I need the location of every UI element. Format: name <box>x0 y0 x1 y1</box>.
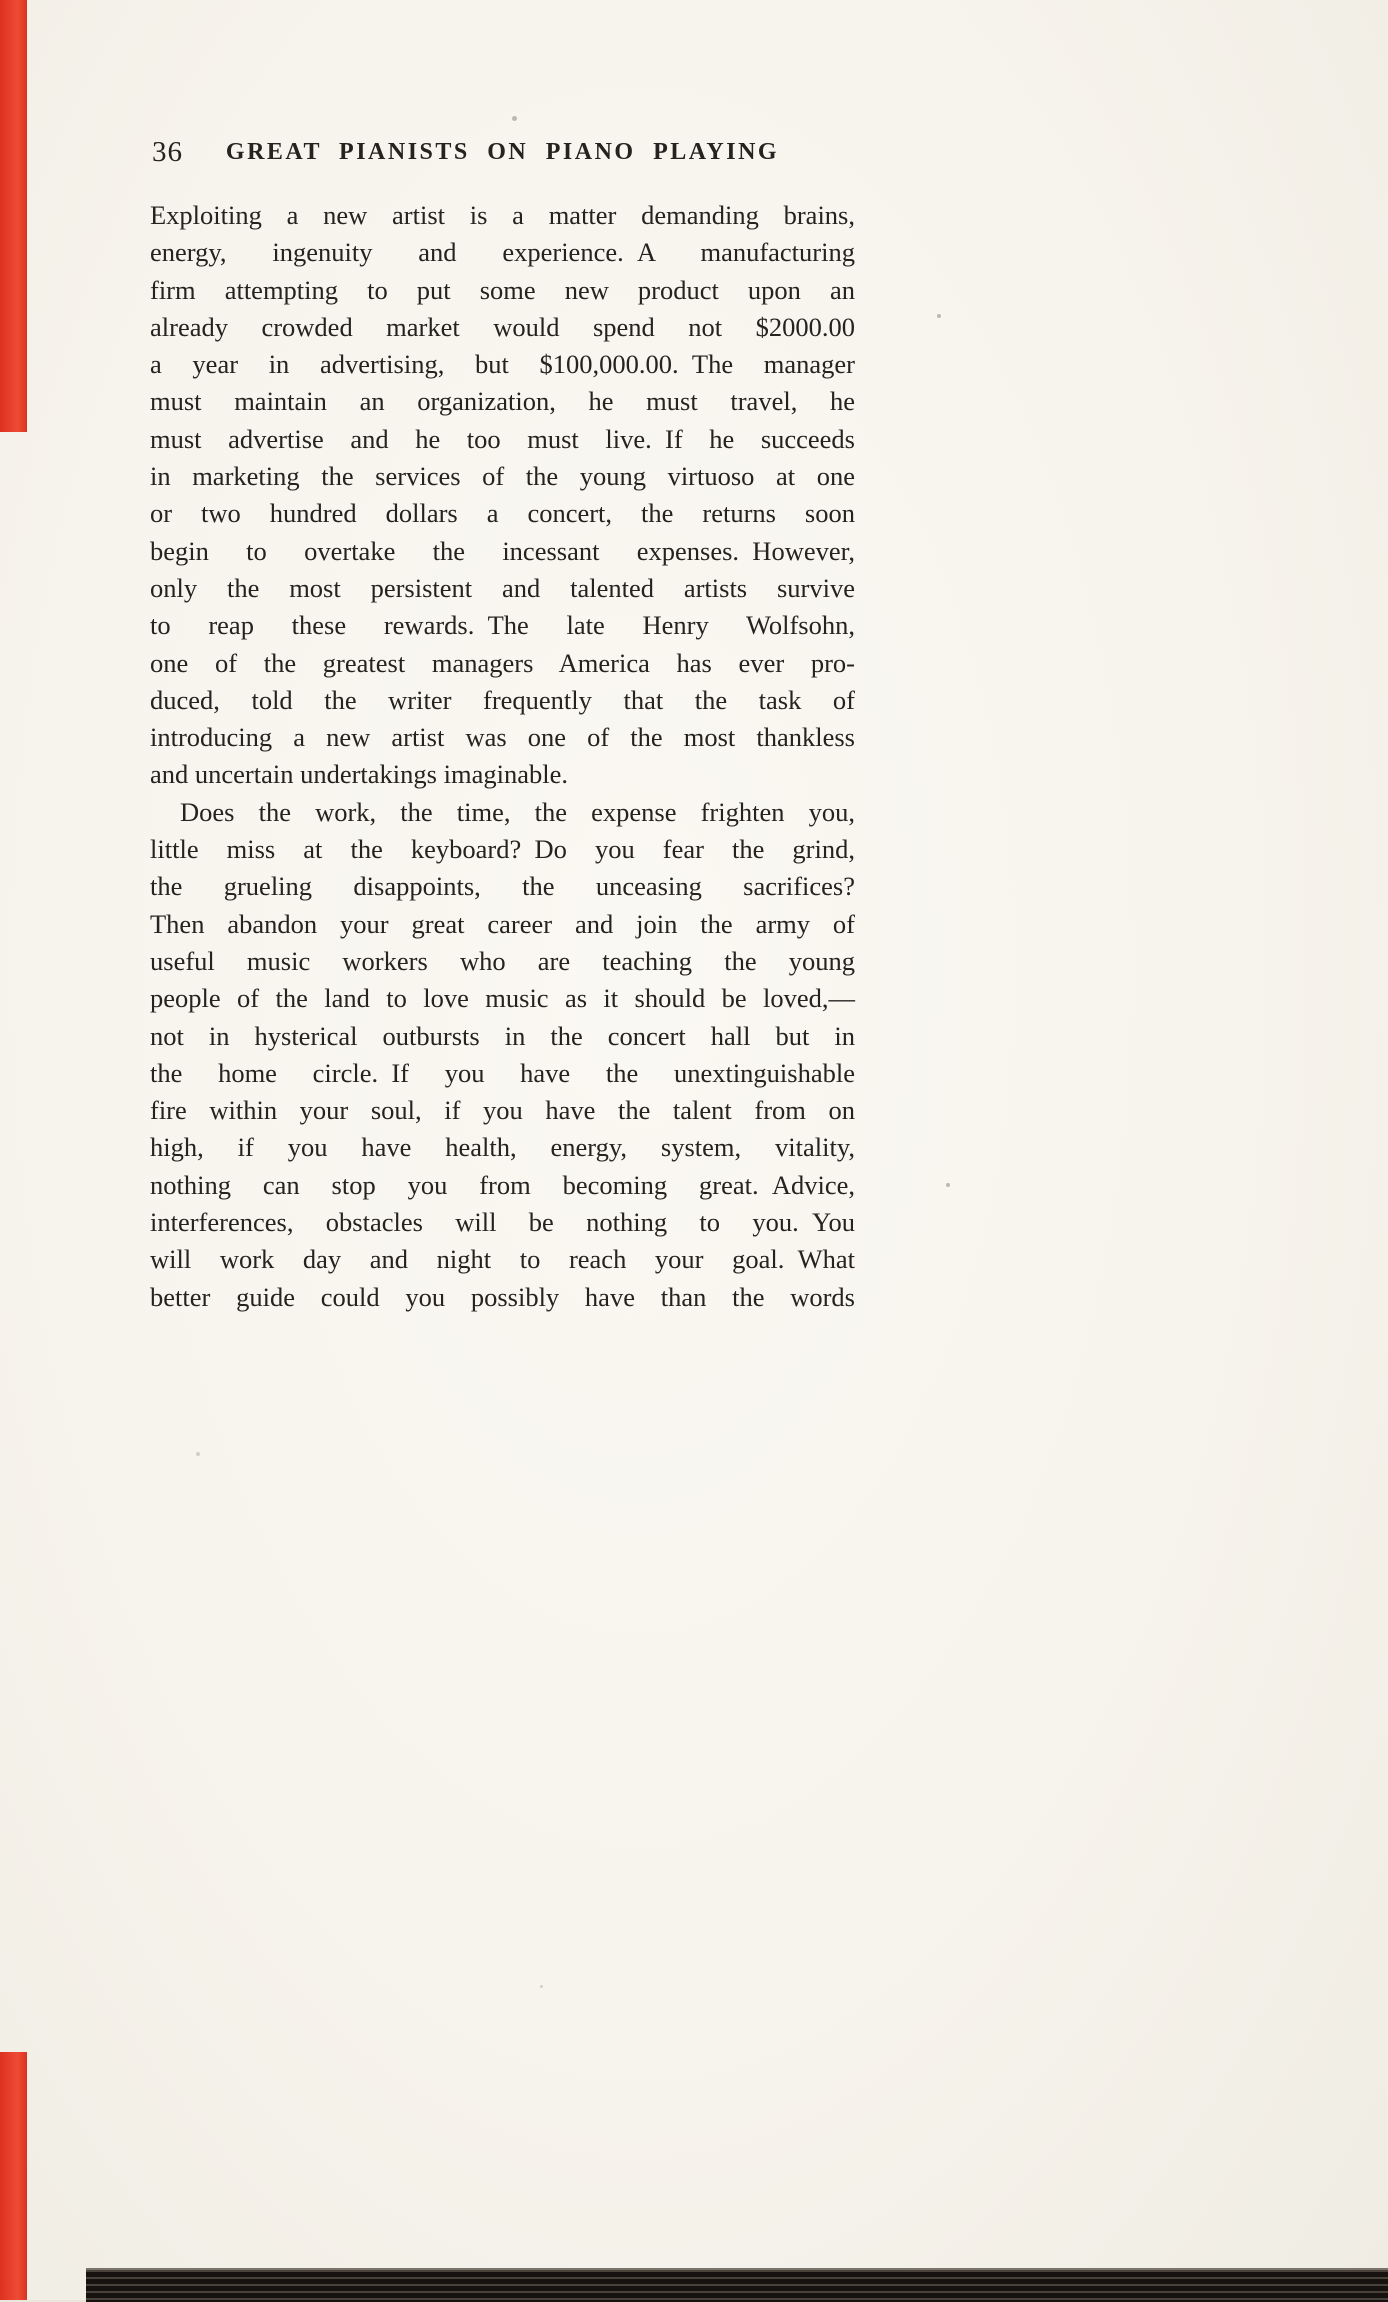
text-line: or two hundred dollars a concert, the returns soon <box>150 498 855 529</box>
text-line: introducing a new artist was one of the most thankless <box>150 722 855 753</box>
text-line: only the most persistent and talented artists survive <box>150 572 855 603</box>
text-line: Then abandon your great career and join the army of <box>150 908 855 939</box>
scan-speck <box>946 1183 950 1187</box>
page-number: 36 <box>152 136 183 168</box>
text-line: must advertise and he too must live. If he succeeds <box>150 423 855 454</box>
text-line: firm attempting to put some new product upon an <box>150 274 855 305</box>
text-line: interferences, obstacles will be nothing to you. You <box>150 1207 855 1238</box>
text-line: and uncertain undertakings imaginable. <box>150 759 568 790</box>
text-line: the grueling disappoints, the unceasing sacrifices? <box>150 871 855 902</box>
text-line: nothing can stop you from becoming great. Advice, <box>150 1169 855 1200</box>
text-line: already crowded market would spend not $2000.00 <box>150 311 855 342</box>
scan-red-edge-bottom <box>0 2052 27 2300</box>
running-title: GREAT PIANISTS ON PIANO PLAYING <box>225 139 780 165</box>
scan-red-edge-top <box>0 0 27 432</box>
text-line: begin to overtake the incessant expenses. However, <box>150 535 855 566</box>
text-line: a year in advertising, but $100,000.00. The manager <box>150 349 855 380</box>
scan-book-edge <box>86 2268 1388 2302</box>
text-line: energy, ingenuity and experience. A manufacturing <box>150 237 855 268</box>
text-line: people of the land to love music as it should be loved,— <box>150 983 855 1014</box>
text-line: fire within your soul, if you have the talent from on <box>150 1095 855 1126</box>
text-line: high, if you have health, energy, system, vitality, <box>150 1132 855 1163</box>
body-text <box>150 197 855 1316</box>
text-line: Exploiting a new artist is a matter demanding brains, <box>150 200 855 230</box>
text-line: must maintain an organization, he must travel, he <box>150 386 855 417</box>
scan-speck <box>937 314 941 318</box>
text-line: little miss at the keyboard? Do you fear the grind, <box>150 834 855 865</box>
text-line: Does the work, the time, the expense frighten you, <box>180 796 855 827</box>
text-line: duced, told the writer frequently that the task of <box>150 684 855 715</box>
scan-speck <box>540 1985 543 1988</box>
page-header <box>150 136 855 172</box>
scan-speck <box>196 1452 200 1456</box>
scan-speck <box>512 116 517 121</box>
text-line: better guide could you possibly have than the words <box>150 1281 855 1312</box>
text-line: will work day and night to reach your goal. What <box>150 1244 855 1275</box>
text-line: one of the greatest managers America has ever pro- <box>150 647 855 678</box>
text-line: not in hysterical outbursts in the concert hall but in <box>150 1020 855 1051</box>
text-line: to reap these rewards. The late Henry Wolfsohn, <box>150 610 855 641</box>
text-line: the home circle. If you have the unextinguishable <box>150 1057 855 1088</box>
text-line: useful music workers who are teaching the young <box>150 945 855 976</box>
text-line: in marketing the services of the young virtuoso at one <box>150 461 855 492</box>
